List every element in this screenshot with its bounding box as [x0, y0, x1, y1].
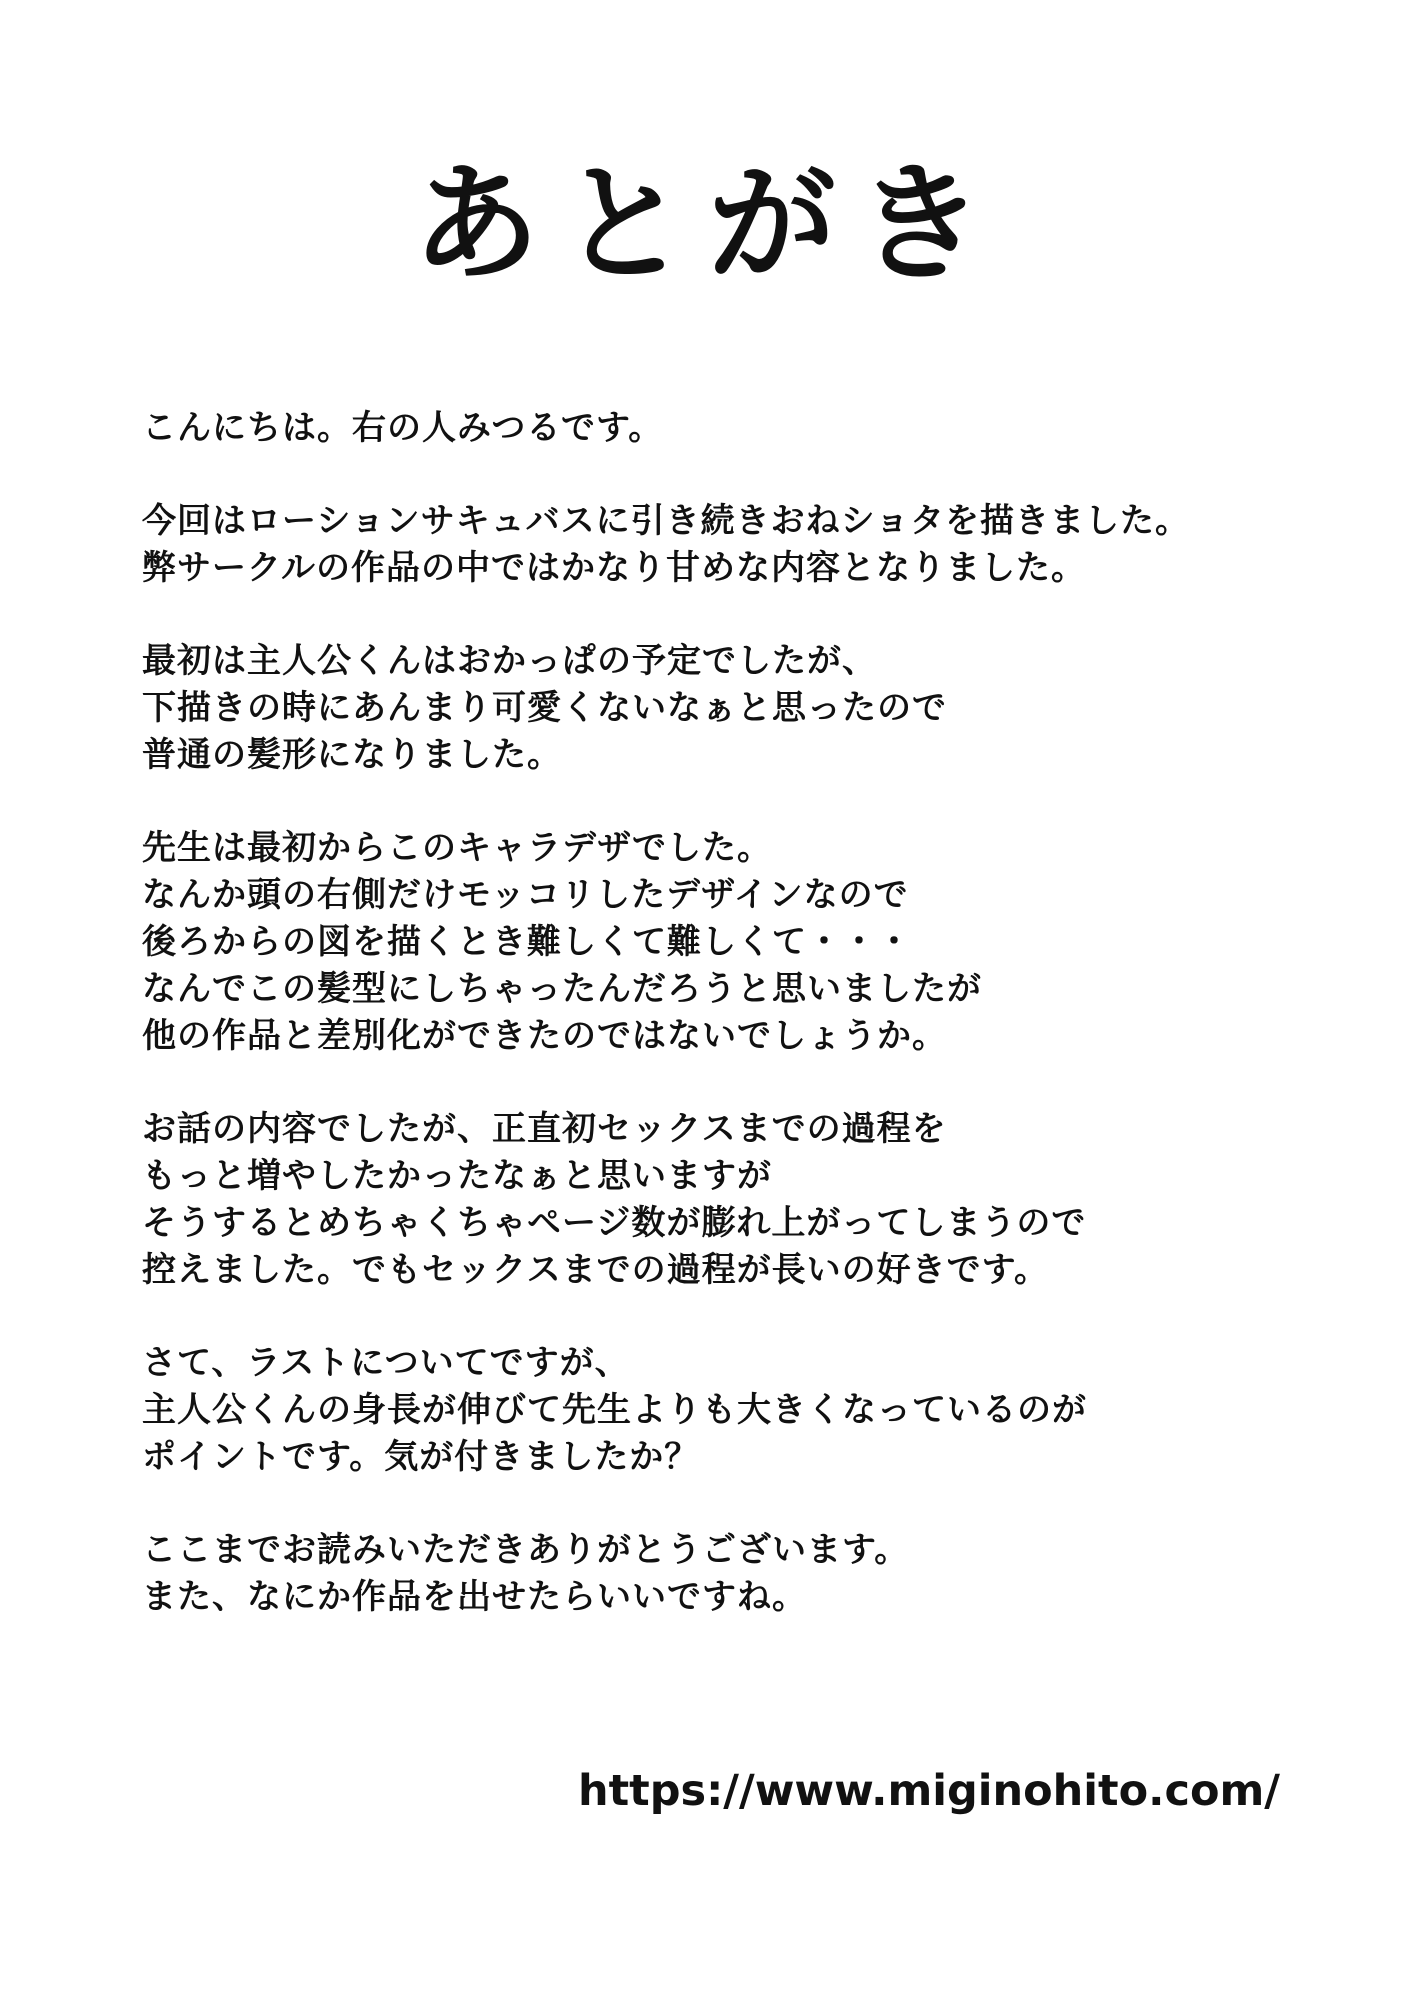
- text-line: こんにちは。右の人みつるです。: [142, 408, 664, 448]
- text-line: 弊サークルの作品の中ではかなり甘めな内容となりました。: [142, 548, 1086, 588]
- paragraph-work-intro: [142, 498, 1322, 592]
- text-line: そうするとめちゃくちゃページ数が膨れ上がってしまうので: [142, 1203, 1087, 1243]
- text-line: 普通の髪形になりました。: [142, 735, 562, 775]
- paragraph-thanks: [142, 1527, 1322, 1621]
- text-line: また、なにか作品を出せたらいいですね。: [142, 1577, 807, 1617]
- paragraph-teacher-design: [142, 825, 1322, 1060]
- text-line: 先生は最初からこのキャラデザでした。: [142, 828, 772, 868]
- text-line: 主人公くんの身長が伸びて先生よりも大きくなっているのが: [142, 1390, 1087, 1430]
- text-line: 今回はローションサキュバスに引き続きおねショタを描きました。: [142, 501, 1190, 541]
- text-line: もっと増やしたかったなぁと思いますが: [142, 1156, 772, 1196]
- text-line: なんでこの髪型にしちゃったんだろうと思いましたが: [142, 969, 982, 1009]
- text-line: 控えました。でもセックスまでの過程が長いの好きです。: [142, 1250, 1049, 1290]
- page-title: あとがき: [411, 149, 1004, 299]
- text-line: ポイントです。気が付きましたか？: [142, 1437, 700, 1477]
- text-line: 最初は主人公くんはおかっぱの予定でしたが、: [142, 641, 877, 681]
- text-line: なんか頭の右側だけモッコリしたデザインなので: [142, 875, 909, 915]
- text-line: 後ろからの図を描くとき難しくて難しくて・・・: [142, 922, 912, 962]
- paragraph-story-content: [142, 1106, 1322, 1294]
- website-link[interactable]: https://www.miginohito.com/: [578, 1766, 1281, 1816]
- afterword-body: [142, 405, 1322, 1667]
- text-line: 他の作品と差別化ができたのではないでしょうか。: [142, 1016, 947, 1056]
- text-line: お話の内容でしたが、正直初セックスまでの過程を: [142, 1109, 947, 1149]
- paragraph-ending: [142, 1340, 1322, 1481]
- paragraph-protagonist-hair: [142, 638, 1322, 779]
- text-line: 下描きの時にあんまり可愛くないなぁと思ったので: [142, 688, 947, 728]
- paragraph-greeting: [142, 405, 1322, 452]
- text-line: さて、ラストについてですが、: [142, 1343, 630, 1383]
- text-line: ここまでお読みいただきありがとうございます。: [142, 1530, 910, 1570]
